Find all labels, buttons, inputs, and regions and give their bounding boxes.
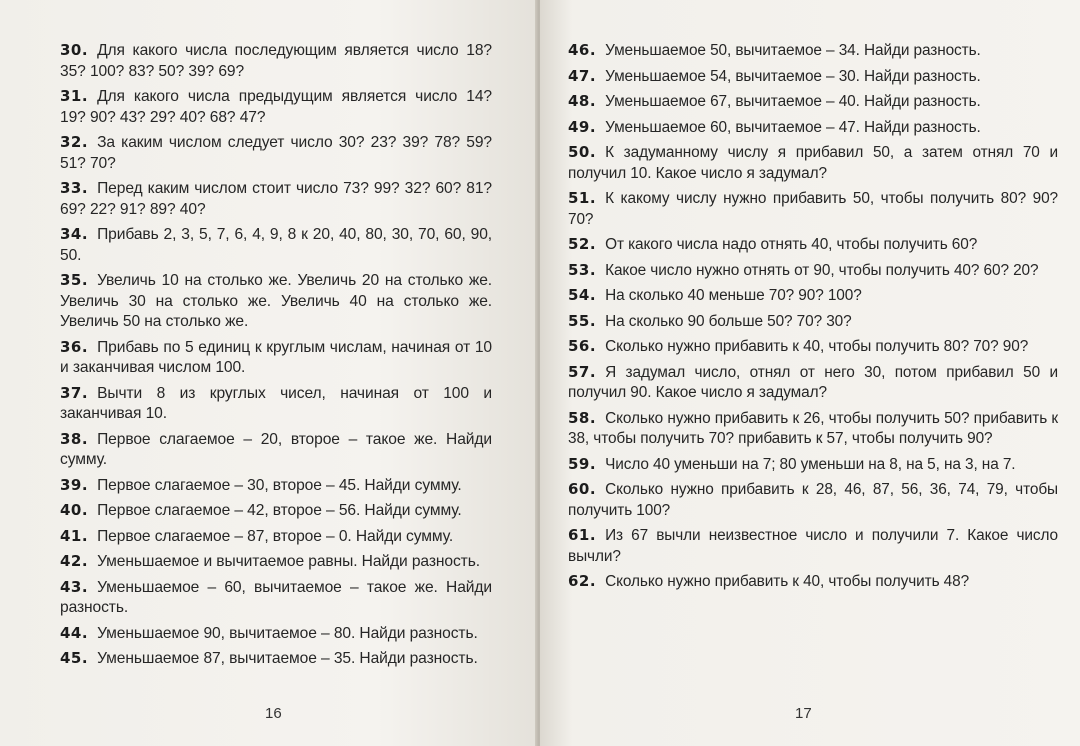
exercise-number: 49. bbox=[568, 117, 597, 136]
exercise-number: 45. bbox=[60, 649, 89, 667]
exercise-number: 38. bbox=[60, 429, 89, 448]
exercise-number: 55. bbox=[568, 311, 597, 330]
exercise-item bbox=[568, 234, 1058, 256]
exercise-item bbox=[60, 577, 492, 619]
exercise-item bbox=[60, 270, 492, 333]
exercise-number: 48. bbox=[568, 92, 597, 110]
exercise-text: Для какого числа последующим является число 18? 35? 100? 83? 50? 39? 69? bbox=[60, 42, 492, 80]
exercise-number: 32. bbox=[60, 133, 89, 151]
exercise-item bbox=[60, 429, 492, 471]
exercise-text: На сколько 90 больше 50? 70? 30? bbox=[605, 312, 852, 330]
exercise-item bbox=[60, 648, 492, 670]
exercise-text: Я задумал число, отнял от него 30, потом прибавил 50 и получил 90. Какое число я задумал? bbox=[568, 363, 1058, 401]
exercise-number: 37. bbox=[60, 383, 89, 402]
exercise-number: 57. bbox=[568, 362, 597, 381]
exercise-item bbox=[60, 500, 492, 522]
exercise-text: Из 67 вычли неизвестное число и получили 7. Какое число вычли? bbox=[568, 527, 1058, 565]
exercise-text: К задуманному числу я прибавил 50, а затем отнял 70 и получил 10. Какое число я задумал? bbox=[568, 144, 1058, 182]
exercise-text: Перед каким числом стоит число 73? 99? 32? 60? 81? 69? 22? 91? 89? 40? bbox=[60, 180, 492, 218]
exercise-item bbox=[568, 117, 1058, 139]
exercise-item bbox=[568, 311, 1058, 333]
exercise-text: Для какого числа предыдущим является число 14? 19? 90? 43? 29? 40? 68? 47? bbox=[60, 88, 492, 126]
exercise-text: За каким числом следует число 30? 23? 39? 78? 59? 51? 70? bbox=[60, 134, 492, 172]
exercise-text: Сколько нужно прибавить к 28, 46, 87, 56, 36, 74, 79, чтобы получить 100? bbox=[568, 481, 1058, 519]
exercise-number: 62. bbox=[568, 572, 597, 590]
exercise-text: Прибавь по 5 единиц к круглым числам, начиная от 10 и заканчивая числом 100. bbox=[60, 338, 492, 376]
exercise-item bbox=[568, 362, 1058, 404]
exercise-text: Первое слагаемое – 87, второе – 0. Найди сумму. bbox=[97, 527, 454, 545]
exercise-text: Уменьшаемое 87, вычитаемое – 35. Найди разность. bbox=[97, 650, 478, 667]
exercise-number: 46. bbox=[568, 41, 597, 59]
exercise-number: 60. bbox=[568, 480, 597, 498]
exercise-number: 53. bbox=[568, 260, 597, 279]
exercise-number: 44. bbox=[60, 623, 89, 642]
exercise-item bbox=[60, 475, 492, 497]
exercise-text: От какого числа надо отнять 40, чтобы получить 60? bbox=[605, 236, 978, 253]
right-page-number: 17 bbox=[795, 705, 812, 722]
exercise-item bbox=[60, 40, 492, 82]
exercise-item bbox=[568, 571, 1058, 593]
exercise-item bbox=[60, 224, 492, 266]
exercise-text: Число 40 уменьши на 7; 80 уменьши на 8, на 5, на 3, на 7. bbox=[605, 455, 1016, 473]
exercise-text: Вычти 8 из круглых чисел, начиная от 100 и заканчивая 10. bbox=[60, 384, 492, 422]
exercise-text: Уменьшаемое 54, вычитаемое – 30. Найди разность. bbox=[605, 67, 981, 85]
exercise-text: Уменьшаемое 90, вычитаемое – 80. Найди разность. bbox=[97, 624, 478, 642]
exercise-item bbox=[568, 66, 1058, 88]
exercise-text: Первое слагаемое – 30, второе – 45. Найди сумму. bbox=[97, 476, 462, 494]
exercise-text: Какое число нужно отнять от 90, чтобы получить 40? 60? 20? bbox=[605, 261, 1039, 279]
exercise-text: Сколько нужно прибавить к 40, чтобы получить 80? 70? 90? bbox=[605, 338, 1029, 355]
exercise-number: 61. bbox=[568, 526, 597, 544]
exercise-item bbox=[568, 142, 1058, 184]
exercise-text: Первое слагаемое – 42, второе – 56. Найди сумму. bbox=[97, 502, 462, 519]
exercise-number: 51. bbox=[568, 189, 597, 207]
left-exercise-list bbox=[60, 40, 492, 674]
exercise-number: 50. bbox=[568, 143, 597, 161]
exercise-item bbox=[568, 285, 1058, 307]
exercise-number: 31. bbox=[60, 87, 89, 105]
exercise-item bbox=[568, 479, 1058, 521]
left-page-number: 16 bbox=[265, 705, 282, 722]
exercise-item bbox=[60, 623, 492, 645]
exercise-number: 42. bbox=[60, 552, 89, 570]
exercise-item bbox=[60, 551, 492, 573]
exercise-number: 54. bbox=[568, 286, 597, 304]
exercise-item bbox=[568, 91, 1058, 113]
exercise-text: Сколько нужно прибавить к 40, чтобы получить 48? bbox=[605, 573, 970, 590]
exercise-text: Уменьшаемое – 60, вычитаемое – такое же. Найди разность. bbox=[60, 578, 492, 616]
exercise-text: Уменьшаемое 50, вычитаемое – 34. Найди разность. bbox=[605, 42, 981, 59]
exercise-item bbox=[60, 86, 492, 128]
exercise-item bbox=[60, 337, 492, 379]
exercise-number: 43. bbox=[60, 577, 89, 596]
exercise-item bbox=[568, 454, 1058, 476]
exercise-text: Уменьшаемое 67, вычитаемое – 40. Найди разность. bbox=[605, 93, 981, 110]
exercise-item bbox=[60, 178, 492, 220]
exercise-text: К какому числу нужно прибавить 50, чтобы получить 80? 90? 70? bbox=[568, 190, 1058, 228]
exercise-text: На сколько 40 меньше 70? 90? 100? bbox=[605, 287, 862, 304]
exercise-number: 56. bbox=[568, 337, 597, 355]
exercise-number: 47. bbox=[568, 66, 597, 85]
exercise-number: 52. bbox=[568, 235, 597, 253]
exercise-text: Первое слагаемое – 20, второе – такое же. Найди сумму. bbox=[60, 430, 492, 468]
exercise-item bbox=[568, 188, 1058, 230]
right-exercise-list bbox=[568, 40, 1058, 597]
exercise-number: 39. bbox=[60, 475, 89, 494]
exercise-number: 35. bbox=[60, 271, 89, 289]
exercise-text: Уменьшаемое и вычитаемое равны. Найди разность. bbox=[97, 553, 480, 570]
exercise-item bbox=[60, 383, 492, 425]
exercise-text: Уменьшаемое 60, вычитаемое – 47. Найди разность. bbox=[605, 118, 981, 136]
exercise-number: 58. bbox=[568, 408, 597, 427]
exercise-item bbox=[568, 525, 1058, 567]
exercise-item bbox=[568, 336, 1058, 358]
exercise-text: Сколько нужно прибавить к 26, чтобы получить 50? прибавить к 38, чтобы получить 70? прибавить к 57, чтобы получить 90? bbox=[568, 409, 1058, 447]
exercise-number: 34. bbox=[60, 225, 89, 243]
exercise-number: 59. bbox=[568, 454, 597, 473]
exercise-text: Увеличь 10 на столько же. Увеличь 20 на столько же. Увеличь 30 на столько же. Увеличь 40 на столько же. Увеличь 50 на столько же. bbox=[60, 272, 492, 330]
exercise-item bbox=[568, 260, 1058, 282]
exercise-number: 36. bbox=[60, 337, 89, 356]
exercise-item bbox=[568, 40, 1058, 62]
exercise-item bbox=[60, 132, 492, 174]
exercise-number: 41. bbox=[60, 526, 89, 545]
exercise-number: 33. bbox=[60, 179, 89, 197]
exercise-item bbox=[568, 408, 1058, 450]
exercise-number: 30. bbox=[60, 41, 89, 59]
exercise-number: 40. bbox=[60, 501, 89, 519]
exercise-item bbox=[60, 526, 492, 548]
exercise-text: Прибавь 2, 3, 5, 7, 6, 4, 9, 8 к 20, 40, 80, 30, 70, 60, 90, 50. bbox=[60, 226, 492, 264]
right-page bbox=[540, 0, 1080, 746]
